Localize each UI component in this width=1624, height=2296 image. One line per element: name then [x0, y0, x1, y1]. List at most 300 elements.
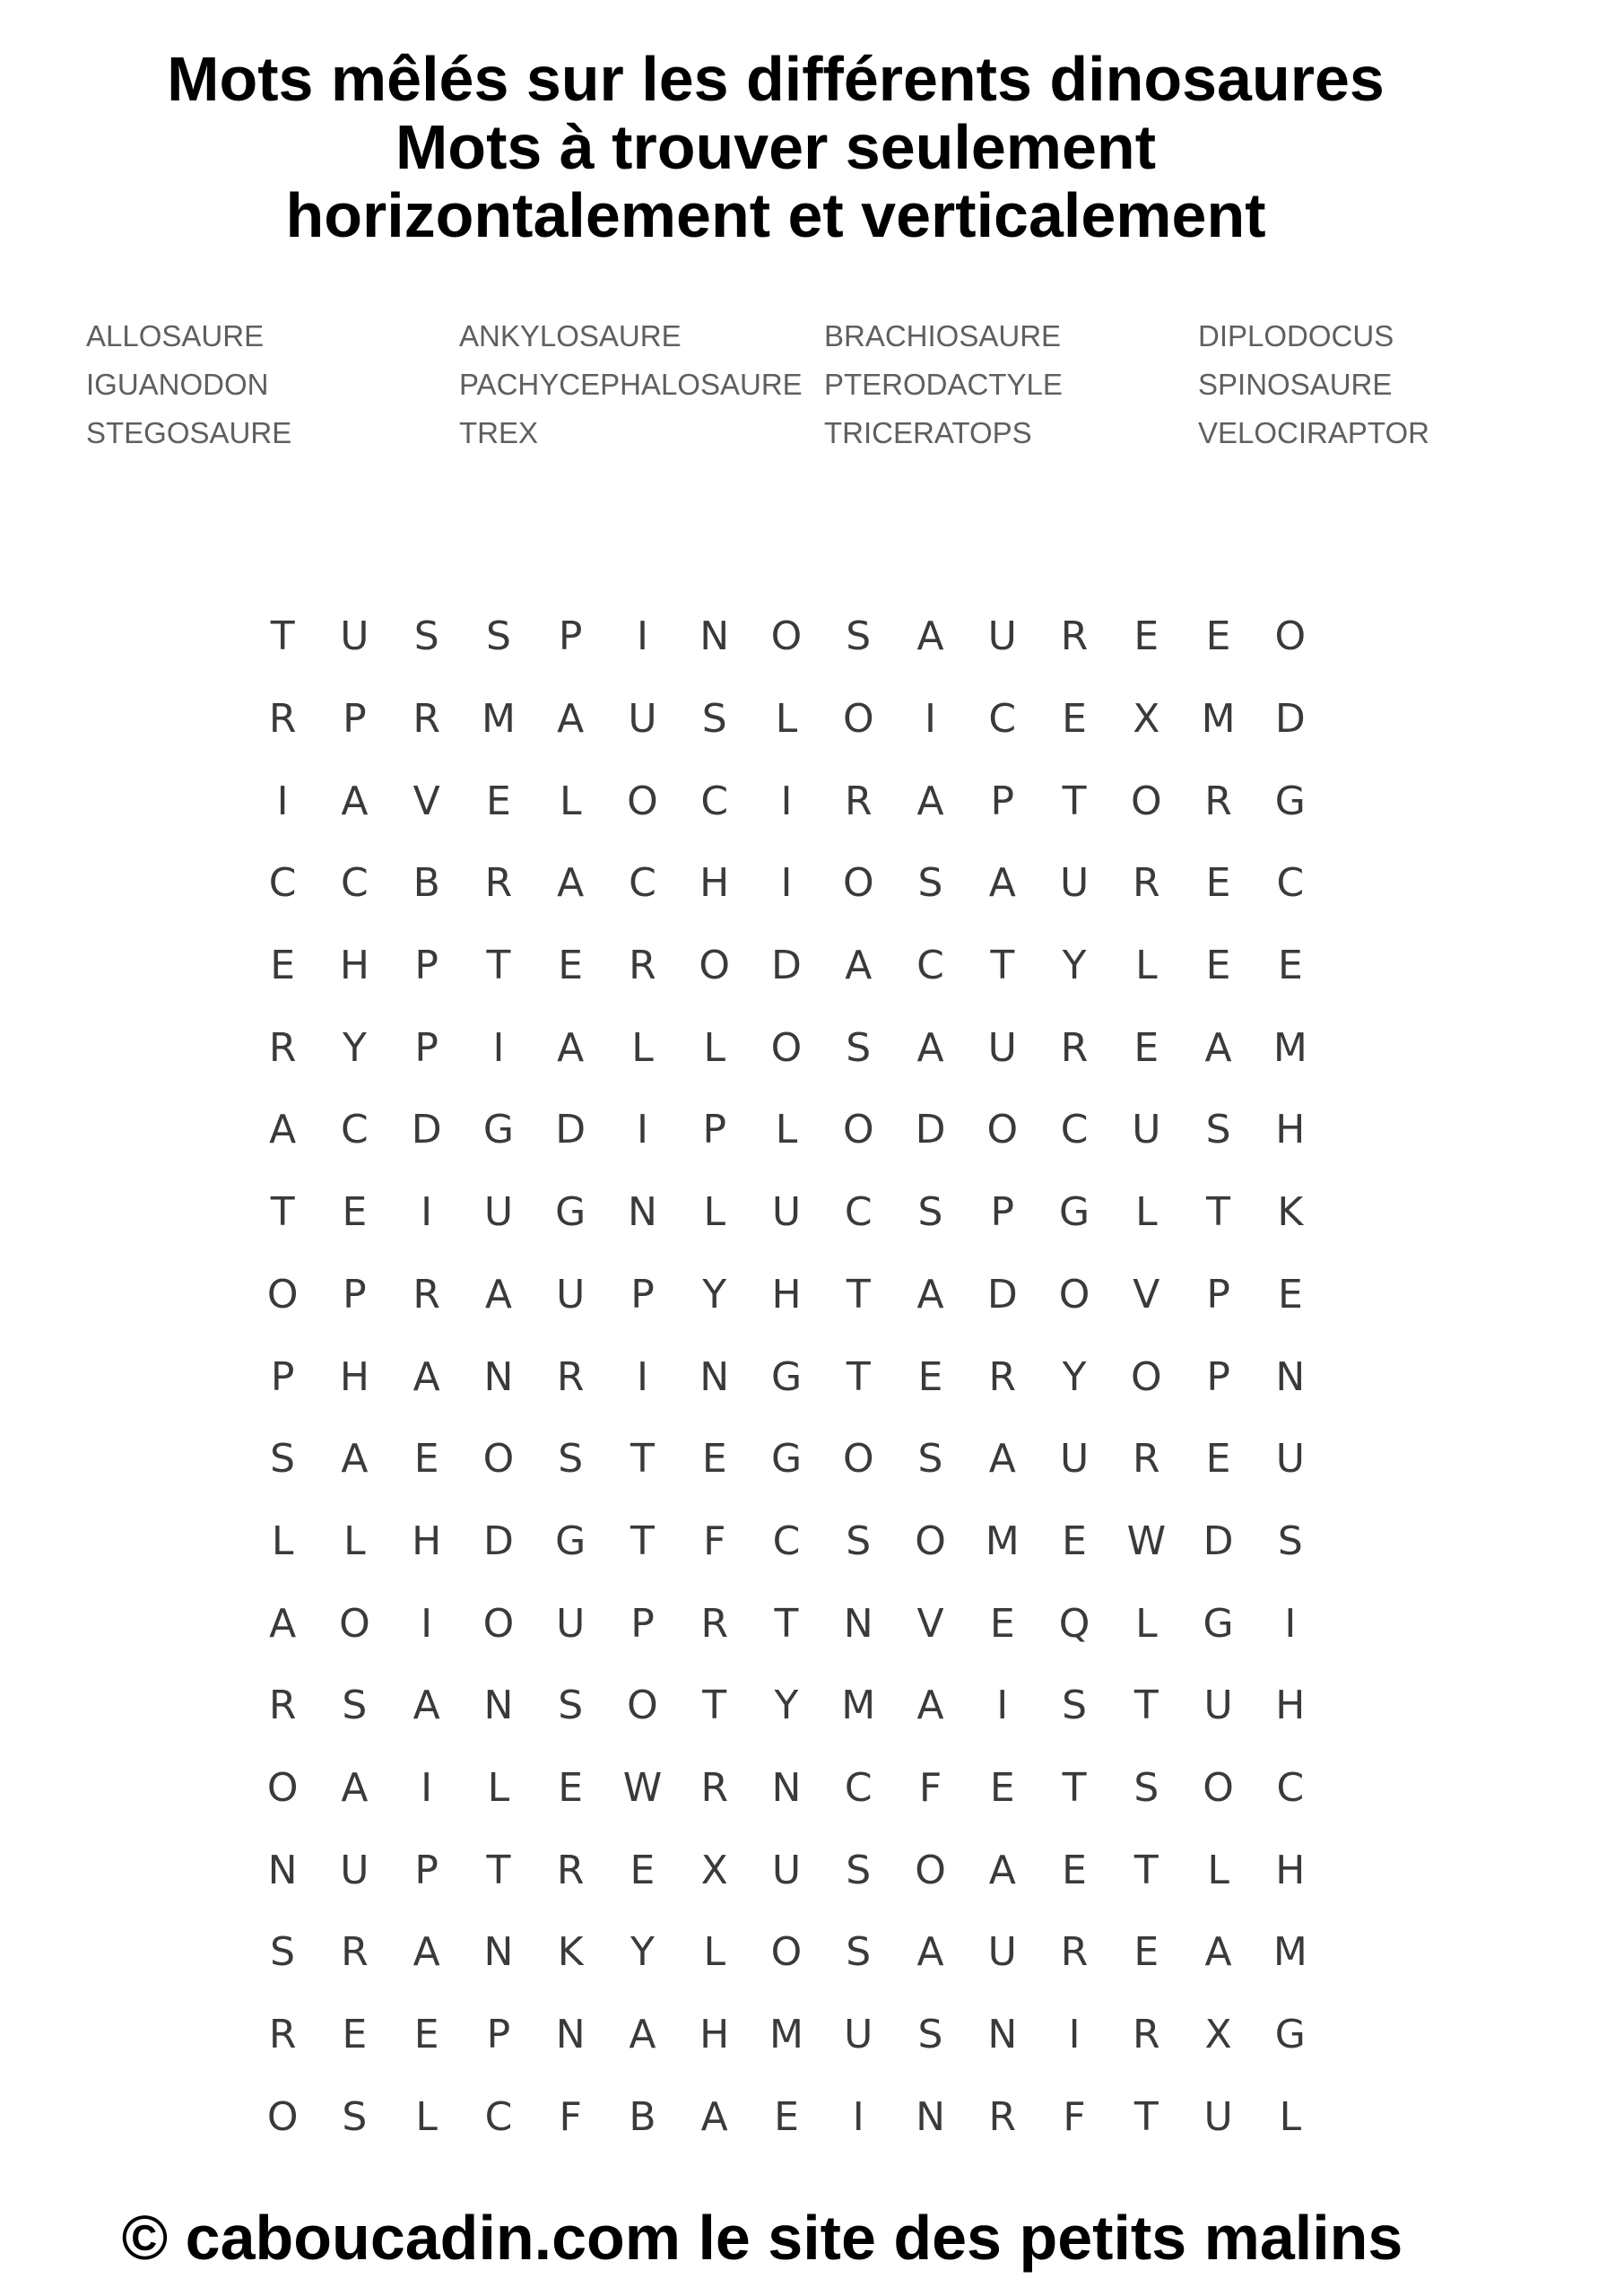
grid-letter[interactable]: I	[1068, 2012, 1081, 2058]
grid-letter[interactable]: H	[412, 1518, 442, 1564]
grid-letter[interactable]: U	[340, 1847, 369, 1893]
grid-letter[interactable]: N	[483, 1929, 514, 1976]
grid-letter[interactable]: I	[852, 2093, 864, 2140]
grid-letter[interactable]: A	[988, 860, 1016, 907]
grid-letter[interactable]: M	[481, 696, 516, 743]
grid-letter[interactable]: G	[482, 1107, 514, 1153]
grid-letter[interactable]: S	[413, 613, 439, 660]
grid-letter[interactable]: A	[413, 1929, 440, 1976]
grid-letter[interactable]: A	[341, 1764, 369, 1811]
grid-letter[interactable]: M	[841, 1683, 876, 1729]
grid-letter[interactable]: D	[411, 1107, 442, 1153]
grid-letter[interactable]: R	[700, 1764, 729, 1811]
grid-letter[interactable]: U	[628, 696, 657, 743]
grid-letter[interactable]: A	[988, 1847, 1016, 1893]
grid-letter[interactable]: E	[774, 2093, 799, 2140]
grid-letter[interactable]: I	[421, 1600, 433, 1647]
grid-letter[interactable]: R	[556, 1353, 585, 1400]
grid-letter[interactable]: S	[1062, 1683, 1088, 1729]
grid-letter[interactable]: P	[414, 1847, 439, 1893]
grid-row	[247, 678, 1326, 761]
grid-letter[interactable]: R	[1060, 1929, 1089, 1976]
grid-letter[interactable]: C	[1276, 1764, 1305, 1811]
grid-letter[interactable]: G	[770, 1353, 803, 1400]
grid-letter[interactable]: I	[492, 1024, 505, 1071]
grid-letter[interactable]: R	[1133, 860, 1160, 907]
grid-letter[interactable]: E	[342, 1189, 368, 1236]
grid-letter[interactable]: T	[990, 943, 1015, 989]
grid-letter[interactable]: L	[1135, 943, 1158, 989]
grid-letter[interactable]: G	[770, 1436, 803, 1483]
grid-letter[interactable]: T	[270, 613, 295, 660]
grid-letter[interactable]: Q	[1058, 1600, 1090, 1647]
grid-letter[interactable]: O	[1131, 778, 1162, 824]
grid-letter[interactable]: O	[339, 1600, 370, 1647]
grid-letter[interactable]: R	[700, 1600, 729, 1647]
grid-letter[interactable]: H	[771, 1271, 802, 1318]
grid-letter[interactable]: R	[1133, 2012, 1160, 2058]
grid-letter[interactable]: C	[1276, 860, 1305, 907]
grid-letter[interactable]: Y	[774, 1683, 799, 1729]
grid-letter[interactable]: R	[268, 2012, 297, 2058]
grid-letter[interactable]: W	[622, 1764, 663, 1811]
grid-letter[interactable]: I	[636, 1353, 648, 1400]
word-list-column	[824, 312, 1063, 457]
grid-letter[interactable]: I	[636, 613, 648, 660]
grid-letter[interactable]: K	[1277, 1189, 1304, 1236]
grid-letter[interactable]: Y	[702, 1271, 727, 1318]
grid-letter[interactable]: P	[558, 613, 583, 660]
grid-letter[interactable]: N	[1275, 1353, 1306, 1400]
grid-row	[247, 1747, 1326, 1830]
grid-letter[interactable]: A	[269, 1107, 297, 1153]
grid-letter[interactable]: S	[846, 1929, 872, 1976]
grid-letter[interactable]: E	[558, 1764, 584, 1811]
grid-letter[interactable]: S	[846, 1847, 872, 1893]
grid-letter[interactable]: L	[487, 1764, 510, 1811]
grid-letter[interactable]: R	[1060, 1024, 1089, 1071]
grid-letter[interactable]: S	[701, 696, 727, 743]
grid-letter[interactable]: I	[780, 778, 793, 824]
grid-letter[interactable]: R	[268, 1024, 297, 1071]
grid-letter[interactable]: L	[1207, 1847, 1229, 1893]
grid-letter[interactable]: U	[1275, 1436, 1305, 1483]
grid-letter[interactable]: R	[268, 1683, 297, 1729]
word-list-item: BRACHIOSAURE	[824, 319, 1062, 352]
grid-letter[interactable]: E	[1277, 943, 1303, 989]
grid-letter[interactable]: U	[556, 1600, 586, 1647]
grid-letter[interactable]: A	[557, 1024, 585, 1071]
grid-letter[interactable]: E	[989, 1764, 1015, 1811]
grid-letter[interactable]: E	[1133, 1024, 1159, 1071]
grid-letter[interactable]: A	[557, 860, 585, 907]
grid-letter[interactable]: R	[988, 1353, 1017, 1400]
grid-letter[interactable]: U	[771, 1847, 802, 1893]
grid-letter[interactable]: W	[1126, 1518, 1167, 1564]
grid-letter[interactable]: D	[555, 1107, 586, 1153]
grid-letter[interactable]: L	[703, 1929, 725, 1976]
grid-letter[interactable]: G	[555, 1518, 586, 1564]
grid-letter[interactable]: M	[1272, 1929, 1307, 1976]
grid-letter[interactable]: T	[630, 1518, 655, 1564]
grid-letter[interactable]: R	[1133, 1436, 1160, 1483]
grid-row	[247, 1089, 1326, 1171]
grid-letter[interactable]: N	[267, 1847, 298, 1893]
grid-letter[interactable]: A	[629, 2012, 656, 2058]
title-line: Mots mêlés sur les différents dinosaures	[167, 44, 1385, 114]
grid-row	[247, 1254, 1326, 1336]
grid-letter[interactable]: F	[703, 1518, 726, 1564]
word-list-item: SPINOSAURE	[1198, 368, 1393, 401]
grid-letter[interactable]: O	[627, 1683, 658, 1729]
grid-letter[interactable]: O	[915, 1518, 946, 1564]
grid-letter[interactable]: E	[413, 1436, 439, 1483]
grid-letter[interactable]: A	[484, 1271, 512, 1318]
grid-letter[interactable]: I	[780, 860, 793, 907]
grid-letter[interactable]: C	[484, 2093, 513, 2140]
grid-letter[interactable]: D	[1274, 696, 1306, 743]
grid-letter[interactable]: N	[987, 2012, 1018, 2058]
grid-letter[interactable]: S	[1205, 1107, 1231, 1153]
grid-letter[interactable]: R	[341, 1929, 369, 1976]
grid-letter[interactable]: M	[985, 1518, 1020, 1564]
grid-letter[interactable]: U	[1203, 2093, 1233, 2140]
grid-letter[interactable]: C	[1060, 1107, 1089, 1153]
grid-letter[interactable]: L	[703, 1189, 725, 1236]
grid-letter[interactable]: L	[1135, 1189, 1158, 1236]
grid-letter[interactable]: H	[339, 1353, 369, 1400]
grid-letter[interactable]: U	[987, 1024, 1017, 1071]
grid-letter[interactable]: L	[1135, 1600, 1158, 1647]
grid-letter[interactable]: L	[415, 2093, 438, 2140]
grid-letter[interactable]: T	[702, 1683, 727, 1729]
grid-letter[interactable]: R	[629, 943, 656, 989]
grid-letter[interactable]: S	[917, 860, 943, 907]
grid-letter[interactable]: L	[559, 778, 582, 824]
grid-letter[interactable]: G	[1274, 778, 1306, 824]
grid-letter[interactable]: I	[996, 1683, 1009, 1729]
grid-letter[interactable]: U	[1132, 1107, 1161, 1153]
grid-letter[interactable]: A	[413, 1683, 440, 1729]
grid-letter[interactable]: F	[918, 1764, 942, 1811]
grid-letter[interactable]: N	[771, 1764, 802, 1811]
grid-letter[interactable]: E	[1277, 1271, 1303, 1318]
grid-letter[interactable]: M	[1272, 1024, 1307, 1071]
grid-letter[interactable]: R	[413, 696, 440, 743]
grid-letter[interactable]: E	[558, 943, 584, 989]
grid-letter[interactable]: E	[630, 1847, 656, 1893]
grid-letter[interactable]: P	[630, 1271, 655, 1318]
grid-letter[interactable]: S	[846, 613, 872, 660]
grid-letter[interactable]: U	[1059, 1436, 1090, 1483]
grid-letter[interactable]: O	[986, 1107, 1019, 1153]
grid-letter[interactable]: E	[270, 943, 296, 989]
grid-letter[interactable]: C	[341, 860, 369, 907]
grid-letter[interactable]: C	[916, 943, 944, 989]
grid-letter[interactable]: O	[842, 1436, 874, 1483]
grid-letter[interactable]: S	[270, 1929, 296, 1976]
grid-letter[interactable]: E	[1062, 696, 1087, 743]
grid-letter[interactable]: P	[702, 1107, 726, 1153]
grid-letter[interactable]: H	[1275, 1847, 1306, 1893]
grid-letter[interactable]: N	[628, 1189, 657, 1236]
grid-row	[247, 1418, 1326, 1500]
grid-letter[interactable]: C	[700, 778, 729, 824]
grid-letter[interactable]: O	[842, 860, 874, 907]
grid-letter[interactable]: O	[842, 696, 874, 743]
grid-letter[interactable]: U	[771, 1189, 802, 1236]
grid-letter[interactable]: S	[342, 2093, 368, 2140]
grid-letter[interactable]: A	[988, 1436, 1016, 1483]
grid-letter[interactable]: Y	[1062, 943, 1087, 989]
grid-letter[interactable]: L	[631, 1024, 654, 1071]
grid-letter[interactable]: S	[1277, 1518, 1303, 1564]
grid-letter[interactable]: X	[1204, 2012, 1232, 2058]
grid-letter[interactable]: M	[769, 2012, 803, 2058]
grid-letter[interactable]: R	[556, 1847, 585, 1893]
grid-letter[interactable]: O	[266, 1271, 299, 1318]
grid-letter[interactable]: A	[341, 1436, 369, 1483]
grid-letter[interactable]: O	[1131, 1353, 1162, 1400]
grid-letter[interactable]: E	[1205, 860, 1231, 907]
grid-letter[interactable]: U	[340, 613, 369, 660]
grid-letter[interactable]: S	[846, 1518, 872, 1564]
grid-letter[interactable]: O	[699, 943, 731, 989]
grid-letter[interactable]: P	[1206, 1353, 1230, 1400]
grid-letter[interactable]: H	[339, 943, 369, 989]
grid-letter[interactable]: L	[775, 1107, 798, 1153]
grid-letter[interactable]: T	[630, 1436, 655, 1483]
grid-letter[interactable]: T	[486, 1847, 511, 1893]
grid-letter[interactable]: O	[266, 1764, 299, 1811]
grid-letter[interactable]: V	[1133, 1271, 1160, 1318]
grid-letter[interactable]: N	[699, 1353, 730, 1400]
grid-letter[interactable]: C	[629, 860, 656, 907]
grid-row	[247, 1500, 1326, 1583]
grid-letter[interactable]: A	[916, 778, 944, 824]
footer-copyright: © caboucadin.com le site des petits malins	[121, 2203, 1403, 2273]
grid-letter[interactable]: N	[483, 1683, 514, 1729]
grid-letter[interactable]: A	[845, 943, 873, 989]
grid-letter[interactable]: D	[482, 1518, 514, 1564]
grid-letter[interactable]: B	[629, 2093, 656, 2140]
grid-letter[interactable]: O	[627, 778, 658, 824]
grid-letter[interactable]: L	[703, 1024, 725, 1071]
grid-letter[interactable]: E	[486, 778, 511, 824]
grid-letter[interactable]: C	[844, 1189, 873, 1236]
grid-letter[interactable]: T	[270, 1189, 295, 1236]
grid-letter[interactable]: Y	[630, 1929, 655, 1976]
grid-letter[interactable]: R	[844, 778, 873, 824]
grid-letter[interactable]: E	[342, 2012, 368, 2058]
grid-letter[interactable]: E	[917, 1353, 943, 1400]
grid-letter[interactable]: E	[1133, 613, 1159, 660]
grid-letter[interactable]: S	[917, 1436, 943, 1483]
word-list	[86, 312, 1485, 465]
grid-letter[interactable]: U	[483, 1189, 514, 1236]
grid-letter[interactable]: R	[1204, 778, 1232, 824]
grid-letter[interactable]: T	[846, 1271, 871, 1318]
grid-letter[interactable]: E	[1062, 1518, 1087, 1564]
grid-letter[interactable]: L	[1279, 2093, 1302, 2140]
grid-letter[interactable]: I	[421, 1189, 433, 1236]
grid-letter[interactable]: H	[1275, 1107, 1306, 1153]
grid-letter[interactable]: E	[1133, 1929, 1159, 1976]
grid-letter[interactable]: T	[774, 1600, 799, 1647]
grid-letter[interactable]: R	[484, 860, 513, 907]
grid-letter[interactable]: P	[486, 2012, 511, 2058]
grid-letter[interactable]: P	[1206, 1271, 1230, 1318]
grid-letter[interactable]: F	[559, 2093, 582, 2140]
grid-letter[interactable]: P	[990, 1189, 1015, 1236]
grid-letter[interactable]: S	[558, 1683, 584, 1729]
grid-letter[interactable]: U	[1059, 860, 1090, 907]
grid-letter[interactable]: E	[1205, 943, 1231, 989]
grid-letter[interactable]: P	[990, 778, 1015, 824]
grid-letter[interactable]: G	[1059, 1189, 1090, 1236]
grid-letter[interactable]: P	[270, 1353, 295, 1400]
grid-letter[interactable]: E	[413, 2012, 439, 2058]
grid-letter[interactable]: S	[270, 1436, 296, 1483]
grid-letter[interactable]: P	[343, 1271, 367, 1318]
grid-letter[interactable]: T	[1062, 1764, 1087, 1811]
grid-letter[interactable]: O	[1274, 613, 1307, 660]
grid-letter[interactable]: I	[276, 778, 289, 824]
grid-letter[interactable]: P	[414, 1024, 439, 1071]
grid-letter[interactable]: R	[1060, 613, 1089, 660]
grid-letter[interactable]: V	[916, 1600, 944, 1647]
grid-letter[interactable]: I	[925, 696, 937, 743]
grid-letter[interactable]: O	[1058, 1271, 1090, 1318]
grid-letter[interactable]: H	[699, 860, 730, 907]
word-list-column	[1198, 312, 1429, 457]
grid-letter[interactable]: A	[700, 2093, 728, 2140]
grid-letter[interactable]: O	[770, 1929, 803, 1976]
grid-letter[interactable]: D	[915, 1107, 946, 1153]
grid-letter[interactable]: T	[1062, 778, 1087, 824]
grid-letter[interactable]: S	[342, 1683, 368, 1729]
grid-letter[interactable]: R	[413, 1271, 440, 1318]
grid-letter[interactable]: U	[987, 613, 1017, 660]
grid-letter[interactable]: A	[1204, 1024, 1232, 1071]
grid-letter[interactable]: C	[772, 1518, 801, 1564]
grid-letter[interactable]: U	[1203, 1683, 1233, 1729]
grid-letter[interactable]: C	[844, 1764, 873, 1811]
grid-letter[interactable]: A	[269, 1600, 297, 1647]
grid-letter[interactable]: L	[343, 1518, 366, 1564]
grid-letter[interactable]: S	[1133, 1764, 1159, 1811]
grid-letter[interactable]: O	[482, 1436, 515, 1483]
grid-letter[interactable]: X	[1133, 696, 1160, 743]
grid-letter[interactable]: E	[989, 1600, 1015, 1647]
grid-letter[interactable]: D	[771, 943, 802, 989]
grid-letter[interactable]: G	[555, 1189, 586, 1236]
grid-letter[interactable]: H	[699, 2012, 730, 2058]
grid-letter[interactable]: A	[916, 1024, 944, 1071]
grid-letter[interactable]: N	[699, 613, 730, 660]
grid-letter[interactable]: X	[700, 1847, 728, 1893]
grid-letter[interactable]: A	[916, 1683, 944, 1729]
grid-letter[interactable]: T	[1133, 1683, 1159, 1729]
grid-letter[interactable]: A	[341, 778, 369, 824]
grid-letter[interactable]: D	[1203, 1518, 1234, 1564]
grid-letter[interactable]: F	[1063, 2093, 1086, 2140]
grid-letter[interactable]: T	[1133, 2093, 1159, 2140]
grid-letter[interactable]: N	[916, 2093, 945, 2140]
grid-letter[interactable]: Y	[1062, 1353, 1087, 1400]
grid-letter[interactable]: A	[413, 1353, 440, 1400]
grid-letter[interactable]: I	[636, 1107, 648, 1153]
word-list-item: PACHYCEPHALOSAURE	[459, 368, 803, 401]
grid-letter[interactable]: S	[558, 1436, 584, 1483]
grid-letter[interactable]: T	[1133, 1847, 1159, 1893]
grid-letter[interactable]: R	[268, 696, 297, 743]
grid-letter[interactable]: T	[846, 1353, 871, 1400]
grid-letter[interactable]: G	[1203, 1600, 1234, 1647]
grid-letter[interactable]: O	[770, 1024, 803, 1071]
grid-letter[interactable]: R	[988, 2093, 1017, 2140]
grid-letter[interactable]: O	[482, 1600, 515, 1647]
grid-letter[interactable]: S	[917, 1189, 943, 1236]
grid-letter[interactable]: U	[844, 2012, 873, 2058]
grid-letter[interactable]: L	[271, 1518, 294, 1564]
grid-letter[interactable]: O	[770, 613, 803, 660]
grid-letter[interactable]: D	[986, 1271, 1018, 1318]
grid-letter[interactable]: U	[556, 1271, 586, 1318]
grid-letter[interactable]: C	[988, 696, 1017, 743]
grid-letter[interactable]: P	[414, 943, 439, 989]
grid-letter[interactable]: P	[630, 1600, 655, 1647]
grid-letter[interactable]: E	[1062, 1847, 1087, 1893]
grid-letter[interactable]: N	[483, 1353, 514, 1400]
grid-letter[interactable]: E	[1205, 613, 1231, 660]
grid-letter[interactable]: U	[987, 1929, 1017, 1976]
grid-letter[interactable]: A	[1204, 1929, 1232, 1976]
grid-letter[interactable]: Y	[342, 1024, 367, 1071]
grid-letter[interactable]: T	[1206, 1189, 1231, 1236]
grid-letter[interactable]: N	[843, 1600, 873, 1647]
grid-letter[interactable]: C	[268, 860, 297, 907]
grid-letter[interactable]: A	[916, 613, 944, 660]
grid-letter[interactable]: L	[775, 696, 798, 743]
grid-letter[interactable]: O	[915, 1847, 946, 1893]
grid-letter[interactable]: S	[917, 2012, 943, 2058]
grid-letter[interactable]: V	[413, 778, 440, 824]
grid-letter[interactable]: O	[1203, 1764, 1234, 1811]
grid-letter[interactable]: H	[1275, 1683, 1306, 1729]
grid-letter[interactable]: I	[1284, 1600, 1297, 1647]
grid-letter[interactable]: E	[1205, 1436, 1231, 1483]
grid-letter[interactable]: I	[421, 1764, 433, 1811]
grid-letter[interactable]: A	[916, 1929, 944, 1976]
grid-letter[interactable]: O	[266, 2093, 299, 2140]
grid-letter[interactable]: N	[555, 2012, 586, 2058]
grid-letter[interactable]: M	[1201, 696, 1236, 743]
grid-letter[interactable]: A	[916, 1271, 944, 1318]
grid-letter[interactable]: G	[1274, 2012, 1306, 2058]
grid-letter[interactable]: P	[343, 696, 367, 743]
grid-letter[interactable]: S	[846, 1024, 872, 1071]
grid-letter[interactable]: A	[557, 696, 585, 743]
grid-letter[interactable]: K	[557, 1929, 584, 1976]
grid-letter[interactable]: B	[413, 860, 440, 907]
grid-letter[interactable]: E	[701, 1436, 727, 1483]
grid-letter[interactable]: C	[341, 1107, 369, 1153]
page-title	[0, 45, 1551, 249]
grid-letter[interactable]: O	[842, 1107, 874, 1153]
grid-letter[interactable]: S	[485, 613, 511, 660]
grid-letter[interactable]: T	[486, 943, 511, 989]
